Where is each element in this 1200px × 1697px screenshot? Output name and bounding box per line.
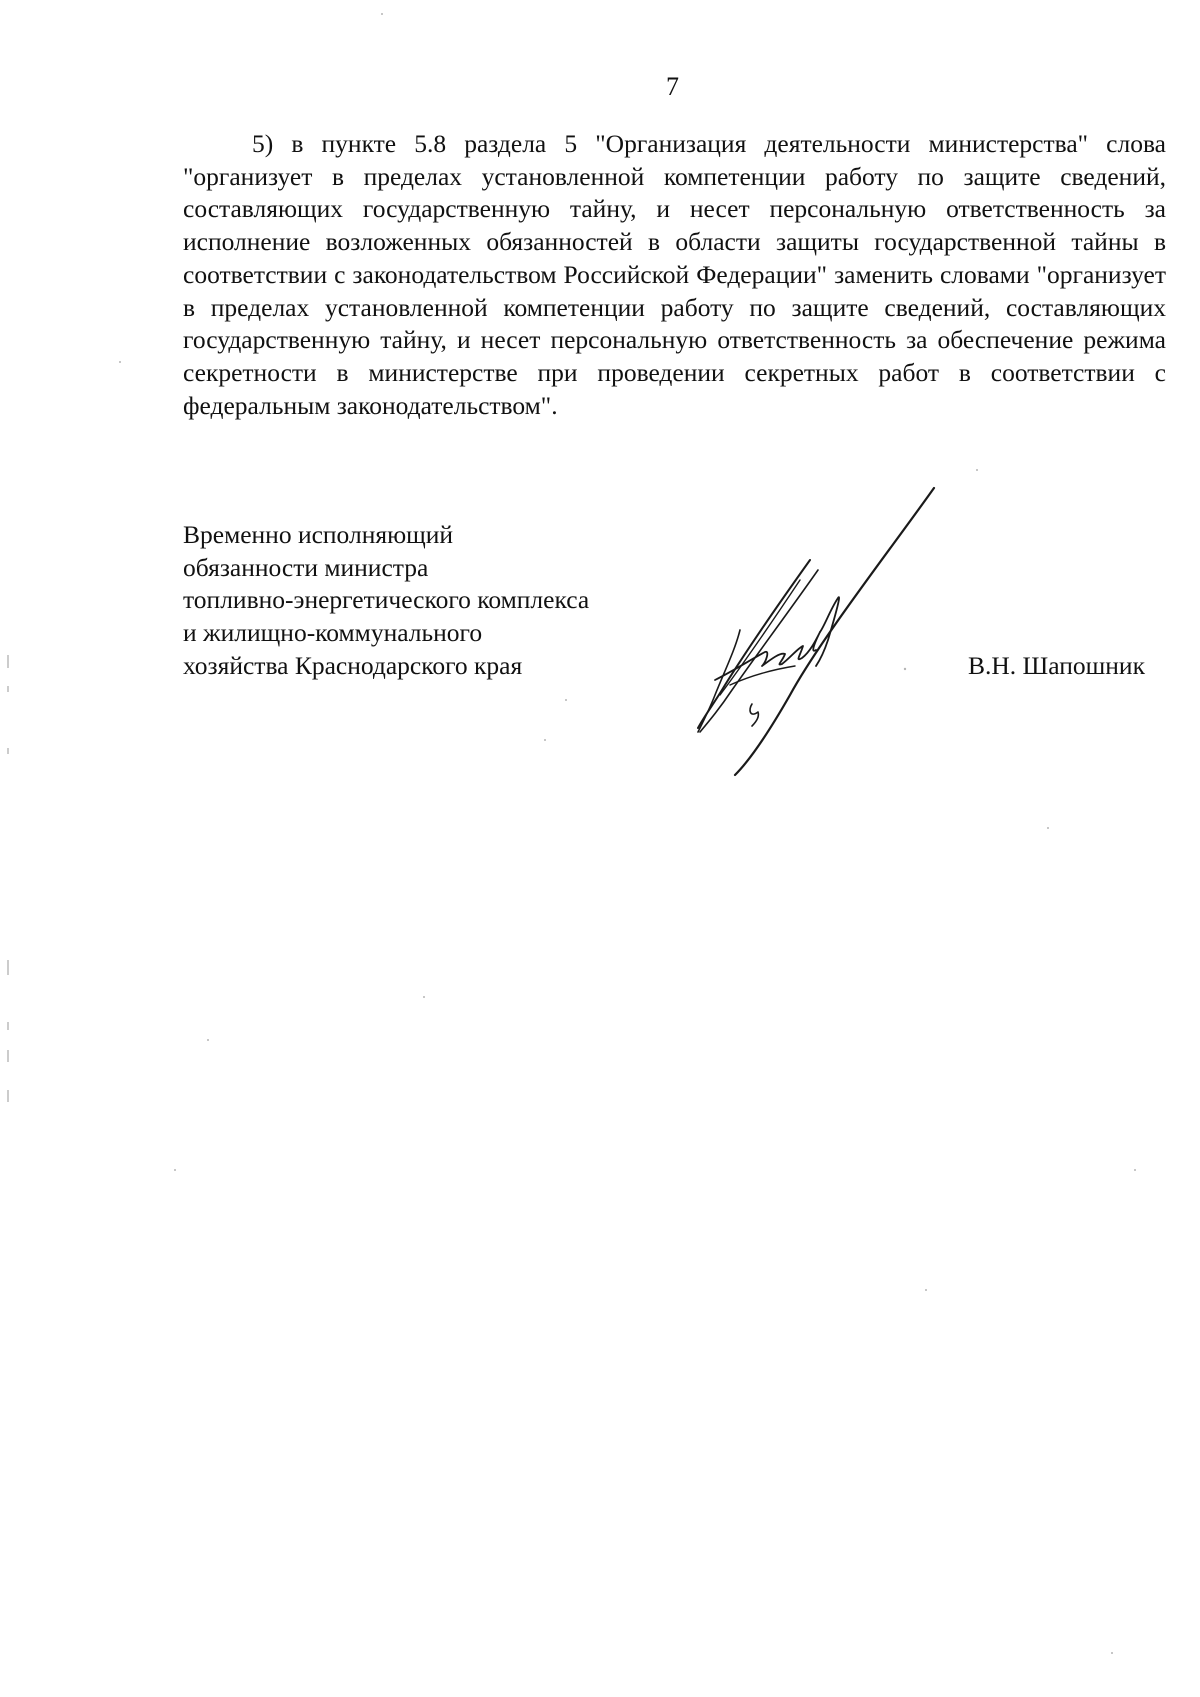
signer-title-line: и жилищно-коммунального (183, 618, 483, 648)
signer-title-line: топливно-энергетического комплекса (183, 585, 590, 615)
page-number: 7 (666, 72, 679, 101)
signer-title-line: обязанности министра (183, 552, 429, 582)
handwritten-signature-icon (670, 480, 960, 780)
signer-title-line: Временно исполняющий (183, 520, 454, 549)
amendment-paragraph: 5) в пункте 5.8 раздела 5 "Организация деятельности министерства" слова "организует в пределах установленной компетенции работу по защите сведений, составляющих государственную тайну, и несет персональную ответственность за исполнение возложенных обязанностей в области защиты государственной тайны в соответствии с законодательством Российской Федерации" заменить словами "организует в пределах установленной компетенции работу по защите сведений, составляющих государственную тайну, и несет персональную ответственность за обеспечение режима секретности в министерстве при проведении секретных работ в соответствии с федеральным законодательством". (183, 129, 1166, 420)
signer-title-line: хозяйства Краснодарского края (183, 650, 523, 680)
signer-name: В.Н. Шапошник (968, 651, 1145, 680)
signer-title-block (183, 519, 663, 683)
